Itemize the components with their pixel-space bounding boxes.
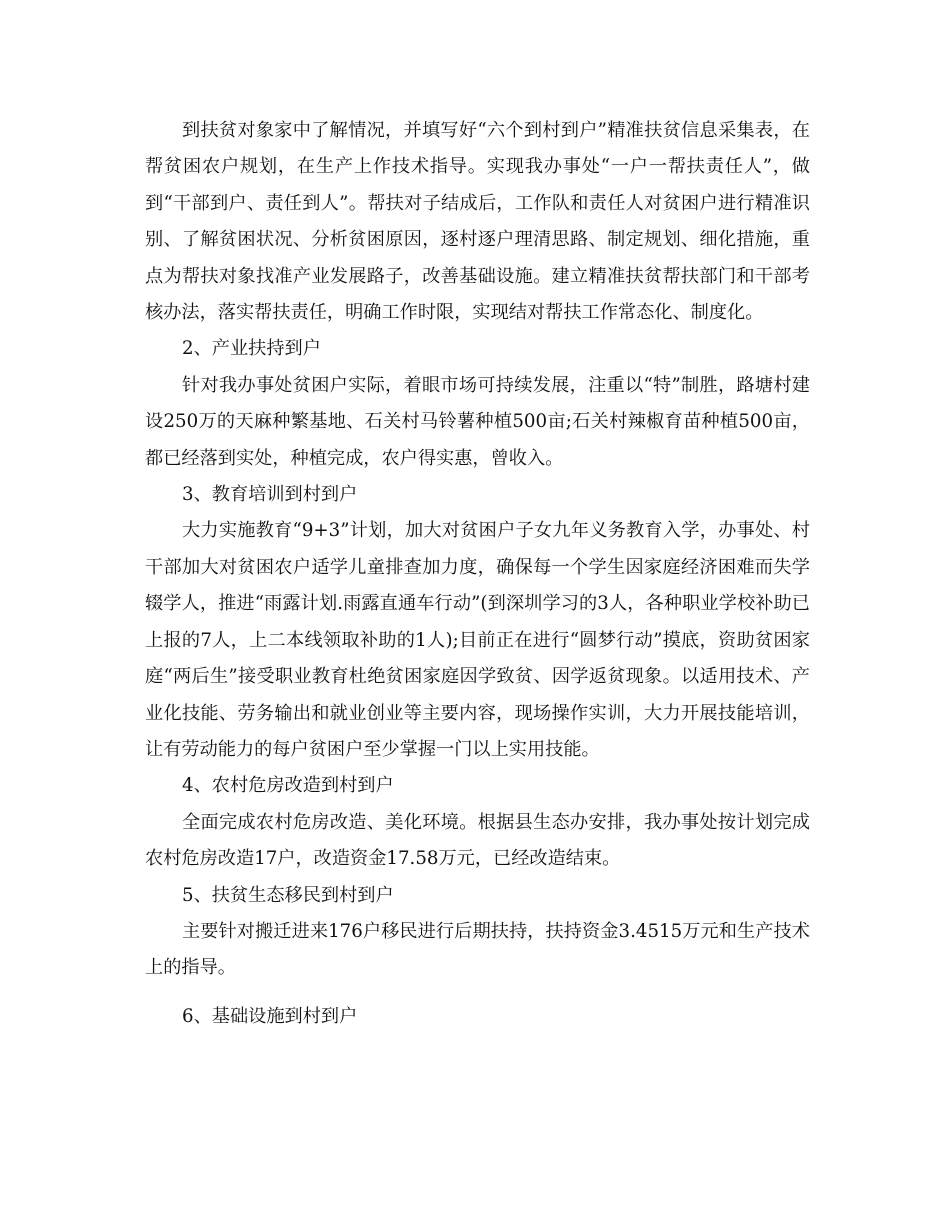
heading-dilapidated-housing: 4、农村危房改造到村到户 (182, 775, 394, 797)
heading-infrastructure: 6、基础设施到村到户 (182, 1005, 358, 1027)
paragraph-precise-identification: 到扶贫对象家中了解情况，并填写好“六个到村到户”精准扶贫信息采集表，在帮贫困农户规划，在生产上作技术指导。实现我办事处“一户一帮扶责任人”，做到“干部到户、责任到人”。帮扶对子结成后，工作队和责任人对贫困户进行精准识别、了解贫困状况、分析贫困原因，逐村逐户理清思路、制定规划、细化措施，重点为帮扶对象找准产业发展路子，改善基础设施。建立精准扶贫帮扶部门和干部考核办法，落实帮扶责任，明确工作时限，实现结对帮扶工作常态化、制度化。 (145, 120, 810, 324)
heading-education-training: 3、教育培训到村到户 (182, 484, 358, 506)
heading-ecological-migration: 5、扶贫生态移民到村到户 (182, 884, 394, 906)
document-body (145, 113, 810, 1035)
paragraph-dilapidated-housing: 全面完成农村危房改造、美化环境。根据县生态办安排，我办事处按计划完成农村危房改造17户，改造资金17.58万元，已经改造结束。 (145, 811, 810, 870)
paragraph-gap (145, 987, 810, 999)
paragraph-education-training: 大力实施教育“9+3”计划，加大对贫困户子女九年义务教育入学，办事处、村干部加大对贫困农户适学儿童排查加力度，确保每一个学生因家庭经济困难而失学辍学人，推进“雨露计划.雨露直通车行动”(到深圳学习的3人，各种职业学校补助已上报的7人，上二本线领取补助的1人);目前正在进行“圆梦行动”摸底，资助贫困家庭“两后生”接受职业教育杜绝贫困家庭因学致贫、因学返贫现象。以适用技术、产业化技能、劳务输出和就业创业等主要内容，现场操作实训，大力开展技能培训，让有劳动能力的每户贫困户至少掌握一门以上实用技能。 (145, 520, 810, 760)
paragraph-ecological-migration: 主要针对搬迁进来176户移民进行后期扶持，扶持资金3.4515万元和生产技术上的指导。 (145, 920, 810, 979)
paragraph-industry-support: 针对我办事处贫困户实际，着眼市场可持续发展，注重以“特”制胜，路塘村建设250万的天麻种繁基地、石关村马铃薯种植500亩;石关村辣椒育苗种植500亩，都已经落到实处，种植完成，农户得实惠，曾收入。 (145, 374, 810, 469)
heading-industry-support: 2、产业扶持到户 (182, 338, 321, 360)
